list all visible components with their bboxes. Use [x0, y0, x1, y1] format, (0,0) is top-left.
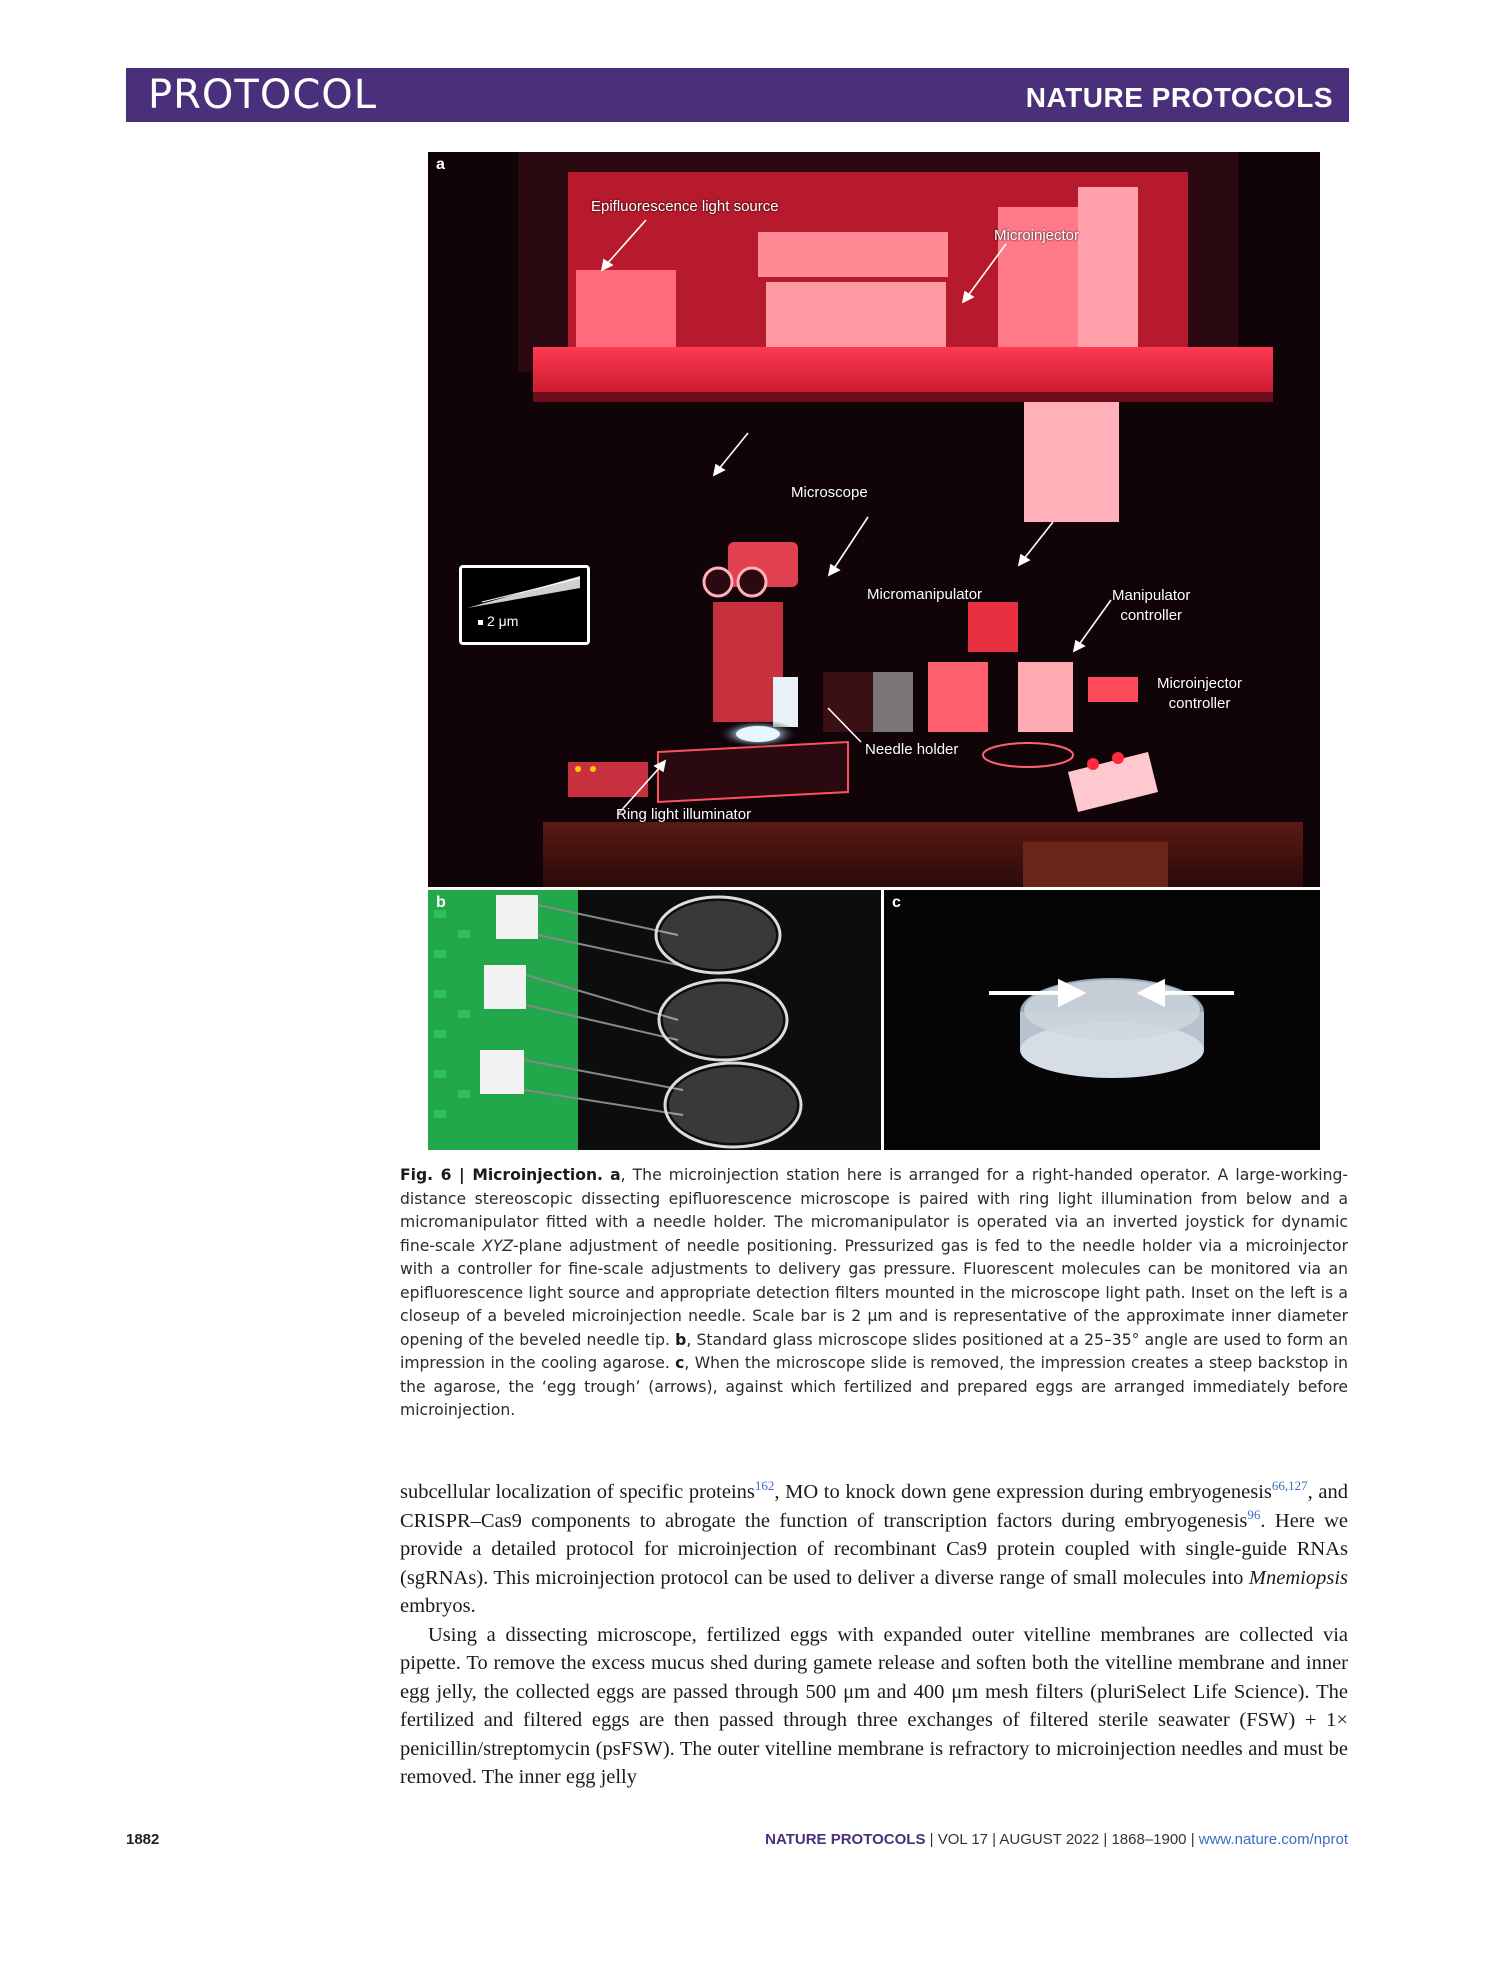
callout-needle-holder: Needle holder — [865, 741, 959, 758]
callout-micromanipulator: Micromanipulator — [867, 586, 983, 603]
callout-microinjector-controller-line2: controller — [1168, 694, 1231, 712]
paragraph-1-part-5: embryos. — [400, 1595, 476, 1617]
panel-b-letter: b — [436, 894, 446, 911]
caption-a-text-2: -plane adjustment of needle positioning. Pressurized gas is fed to the needle holder via a microinjector with a controller for fine-scale adjustments to delivery gas pressure. Fluorescent molecules can be monitored via an epifluorescence light source and appropriate detection filters mounted in the microscope light path. Inset on the left is a closeup of a beveled microinjection needle. Scale bar is 2 μm and is representative of the approximate inner diameter opening of the beveled needle tip. — [400, 1236, 1348, 1349]
caption-letter-a: a — [610, 1166, 621, 1184]
caption-a-italic: XYZ — [482, 1236, 514, 1255]
paragraph-1-part-1: subcellular localization of specific proteins — [400, 1481, 755, 1503]
footer-separator: | — [925, 1831, 938, 1848]
citation-127[interactable]: 127 — [1288, 1478, 1308, 1494]
footer-pages: 1868–1900 — [1111, 1831, 1187, 1848]
callout-microinjector: Microinjector — [994, 227, 1080, 244]
panel-c-photo — [884, 890, 1320, 1150]
caption-label: Fig. 6 | Microinjection. — [400, 1166, 603, 1184]
caption-c-text: , When the microscope slide is removed, the impression creates a steep backstop in the agarose, the ‘egg trough’ (arrows), against which fertilized and prepared eggs are arranged immediately before microinjection. — [400, 1354, 1348, 1419]
body-text — [400, 1478, 1348, 1792]
egg-trough-illustration — [884, 890, 1320, 1150]
page-number: 1882 — [126, 1831, 160, 1848]
citation-66[interactable]: 66 — [1271, 1478, 1285, 1494]
needle-inset — [459, 565, 590, 645]
paragraph-1-part-3: , and CRISPR–Cas9 components to abrogate the function of transcription factors during embryogenesis — [400, 1481, 1348, 1532]
journal-label: NATURE PROTOCOLS — [1025, 82, 1333, 113]
citation-162[interactable]: 162 — [754, 1478, 775, 1494]
footer-separator: | — [988, 1831, 1000, 1848]
footer-date: AUGUST 2022 — [999, 1831, 1100, 1848]
callout-microscope: Microscope — [791, 484, 868, 501]
callout-manipulator-controller — [1112, 586, 1190, 625]
paragraph-1-part-4: . Here we provide a detailed protocol for microinjection of recombinant Cas9 protein coupled with single-guide RNAs (sgRNAs). This microinjection protocol can be used to deliver a diverse range of small molecules into — [400, 1509, 1349, 1589]
caption-letter-b: b — [675, 1330, 687, 1349]
section-label: PROTOCOL — [148, 72, 378, 118]
callout-microinjector-controller — [1157, 674, 1242, 713]
caption-b-text: , Standard glass microscope slides positioned at a 25–35° angle are used to form an impression in the cooling agarose. — [400, 1330, 1348, 1372]
footer-journal-info — [765, 1831, 1348, 1848]
caption-letter-c: c — [675, 1354, 685, 1372]
slides-in-agarose-illustration — [428, 890, 881, 1150]
callout-manipulator-controller-line2: controller — [1120, 606, 1183, 624]
footer-url-link[interactable]: www.nature.com/nprot — [1198, 1831, 1348, 1848]
figure-caption — [400, 1164, 1348, 1423]
panel-b-photo — [428, 890, 881, 1150]
panel-a-photo — [428, 152, 1320, 887]
footer-journal-name: NATURE PROTOCOLS — [765, 1831, 926, 1848]
paragraph-1-part-2: , MO to knock down gene expression during embryogenesis — [774, 1481, 1272, 1503]
scale-bar — [478, 620, 483, 625]
footer-separator: | — [1099, 1831, 1112, 1848]
figure-6 — [428, 152, 1320, 1150]
citation-separator: , — [1284, 1478, 1289, 1494]
scale-bar-label — [478, 613, 518, 629]
scale-bar-text: 2 μm — [487, 613, 519, 629]
paragraph-1 — [400, 1478, 1348, 1621]
paragraph-1-italic: Mnemiopsis — [1248, 1566, 1348, 1589]
paragraph-2: Using a dissecting microscope, fertilized eggs with expanded outer vitelline membranes are collected via pipette. To remove the excess mucus shed during gamete release and soften both the vitelline membrane and inner egg jelly, the collected eggs are passed through 500 μm and 400 μm mesh filters (pluriSelect Life Science). The fertilized and filtered eggs are then passed through three exchanges of filtered sterile seawater (FSW) + 1× penicillin/streptomycin (psFSW). The outer vitelline membrane is refractory to microinjection needles and must be removed. The inner egg jelly — [400, 1623, 1348, 1788]
footer-separator: | — [1186, 1831, 1199, 1848]
callout-microinjector-controller-line1: Microinjector — [1157, 675, 1243, 692]
panel-c-letter: c — [892, 894, 901, 911]
callout-epifluorescence-light-source: Epifluorescence light source — [591, 198, 779, 215]
microinjection-station-illustration — [428, 152, 1320, 887]
beveled-needle-image — [462, 568, 587, 642]
callout-ring-light-illuminator: Ring light illuminator — [616, 806, 752, 823]
footer-volume: VOL 17 — [937, 1831, 989, 1848]
header-bar — [126, 68, 1349, 122]
callout-manipulator-controller-line1: Manipulator — [1112, 587, 1191, 604]
panel-a-letter: a — [436, 156, 445, 173]
caption-a-text-1: , The microinjection station here is arranged for a right-handed operator. A large-working-distance stereoscopic dissecting epifluorescence microscope is paired with ring light illumination from below and a micromanipulator fitted with a needle holder. The micromanipulator is operated via an inverted joystick for dynamic fine-scale — [400, 1166, 1348, 1255]
citation-96[interactable]: 96 — [1247, 1506, 1261, 1522]
